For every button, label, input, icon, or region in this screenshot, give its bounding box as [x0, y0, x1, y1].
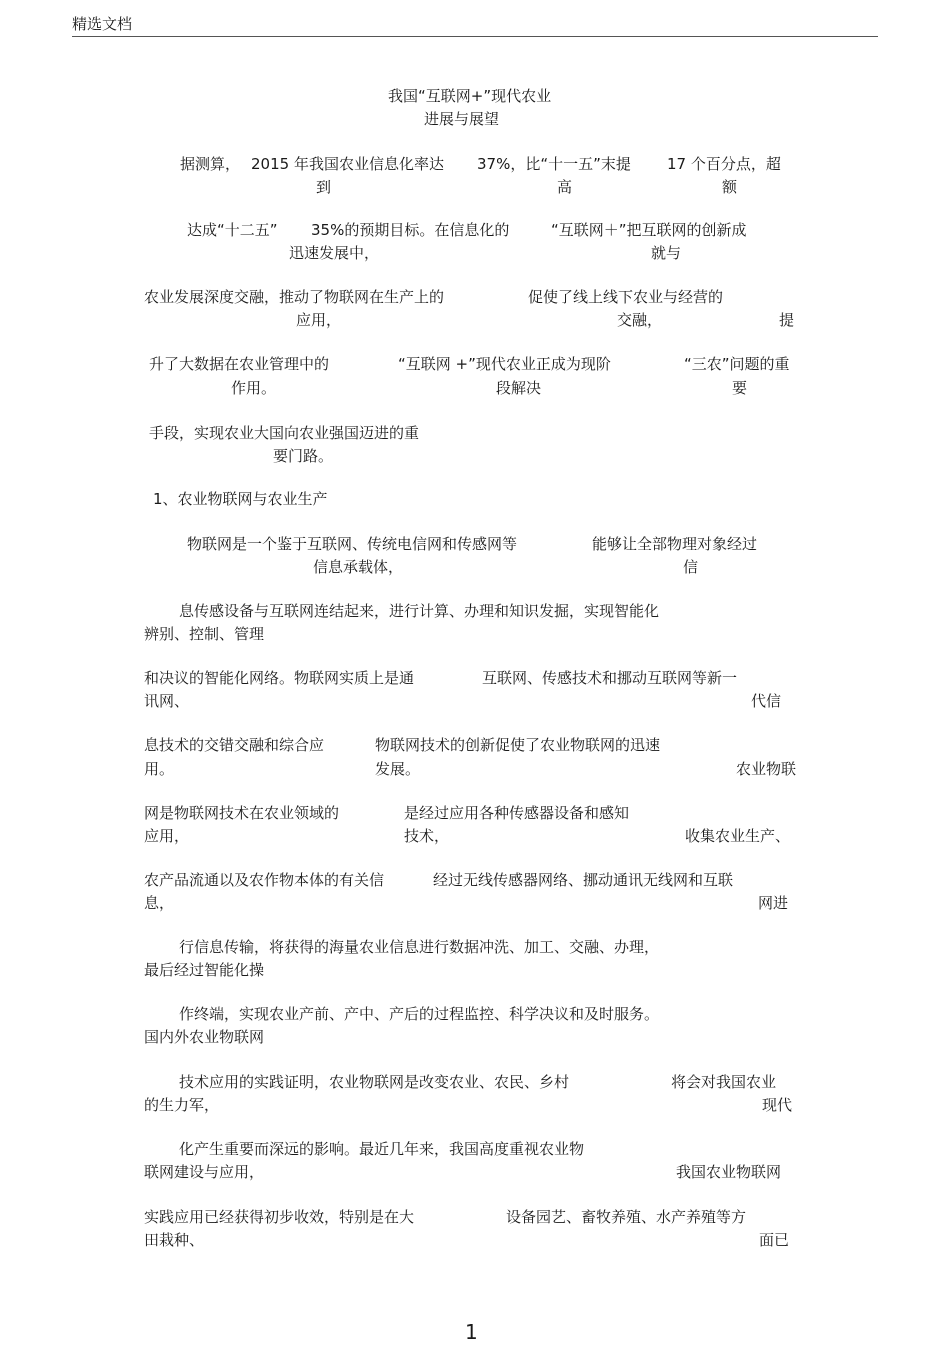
text-fragment: 农业发展深度交融，推动了物联网在生产上的 — [144, 288, 445, 306]
text-fragment: 要门路。 — [273, 447, 334, 465]
text-fragment: 技术应用的实践证明，农业物联网是改变农业、农民、乡村 — [179, 1073, 570, 1091]
text-fragment: 2015 年我国农业信息化率达 — [251, 155, 444, 173]
text-fragment: 的生力军， — [144, 1096, 220, 1114]
text-fragment: 信息承载体， — [313, 558, 404, 576]
text-fragment: 行信息传输，将获得的海量农业信息进行数据冲洗、加工、交融、办理， — [179, 938, 660, 956]
text-fragment: 讯网、 — [144, 692, 190, 710]
text-fragment: 作用。 — [231, 379, 277, 397]
text-fragment: 促使了线上线下农业与经营的 — [528, 288, 724, 306]
text-fragment: 发展。 — [375, 760, 421, 778]
text-fragment: “三农”问题的重 — [684, 355, 790, 373]
text-fragment: 技术， — [404, 827, 450, 845]
text-fragment: 手段，实现农业大国向农业强国迈进的重 — [149, 424, 420, 442]
text-fragment: 迅速发展中， — [289, 244, 380, 262]
text-fragment: 农产品流通以及农作物本体的有关信 — [144, 871, 385, 889]
text-fragment: 升了大数据在农业管理中的 — [149, 355, 330, 373]
text-fragment: 田栽种、 — [144, 1231, 205, 1249]
text-fragment: 用。 — [144, 760, 175, 778]
text-fragment: 现代 — [762, 1096, 793, 1114]
text-fragment: 代信 — [751, 692, 782, 710]
text-fragment: 国内外农业物联网 — [144, 1028, 265, 1046]
text-fragment: 农业物联 — [736, 760, 797, 778]
text-fragment: 收集农业生产、 — [685, 827, 791, 845]
text-fragment: 网进 — [758, 894, 789, 912]
text-fragment: 面已 — [759, 1231, 790, 1249]
text-fragment: 作终端，实现农业产前、产中、产后的过程监控、科学决议和及时服务。 — [179, 1005, 660, 1023]
page-number: 1 — [465, 1320, 478, 1344]
text-fragment: “互联网 +”现代农业正成为现阶 — [398, 355, 611, 373]
document-title: 我国“互联网+”现代农业 — [388, 87, 552, 105]
text-fragment: 设备园艺、畜牧养殖、水产养殖等方 — [506, 1208, 747, 1226]
text-fragment: 最后经过智能化操 — [144, 961, 265, 979]
text-fragment: 到 — [316, 178, 332, 196]
text-fragment: 联网建设与应用， — [144, 1163, 265, 1181]
text-fragment: 就与 — [651, 244, 682, 262]
text-fragment: 实践应用已经获得初步收效，特别是在大 — [144, 1208, 415, 1226]
section-heading: 1、农业物联网与农业生产 — [153, 490, 328, 508]
text-fragment: 应用， — [144, 827, 190, 845]
text-fragment: 化产生重要而深远的影响。最近几年来，我国高度重视农业物 — [179, 1140, 585, 1158]
text-fragment: 交融， — [617, 311, 663, 329]
text-fragment: 息技术的交错交融和综合应 — [144, 736, 325, 754]
header-divider — [72, 36, 878, 37]
text-fragment: 额 — [722, 178, 738, 196]
text-fragment: 达成“十二五” — [187, 221, 278, 239]
text-fragment: 据测算， — [180, 155, 241, 173]
text-fragment: 网是物联网技术在农业领域的 — [144, 804, 340, 822]
document-subtitle: 进展与展望 — [424, 110, 500, 128]
text-fragment: 高 — [557, 178, 573, 196]
text-fragment: 物联网是一个鉴于互联网、传统电信网和传感网等 — [187, 535, 518, 553]
text-fragment: 要 — [732, 379, 748, 397]
text-fragment: 经过无线传感器网络、挪动通讯无线网和互联 — [433, 871, 734, 889]
text-fragment: 提 — [779, 311, 795, 329]
text-fragment: 将会对我国农业 — [671, 1073, 777, 1091]
text-fragment: 能够让全部物理对象经过 — [592, 535, 758, 553]
text-fragment: 息， — [144, 894, 175, 912]
text-fragment: 段解决 — [496, 379, 542, 397]
text-fragment: 35%的预期目标。在信息化的 — [311, 221, 510, 239]
text-fragment: 息传感设备与互联网连结起来，进行计算、办理和知识发掘，实现智能化 — [179, 602, 660, 620]
text-fragment: 应用， — [296, 311, 342, 329]
page-header-label: 精选文档 — [72, 15, 133, 33]
text-fragment: 互联网、传感技术和挪动互联网等新一 — [482, 669, 738, 687]
text-fragment: 17 个百分点，超 — [667, 155, 781, 173]
text-fragment: 我国农业物联网 — [676, 1163, 782, 1181]
text-fragment: 是经过应用各种传感器设备和感知 — [404, 804, 630, 822]
text-fragment: 37%，比“十一五”末提 — [477, 155, 631, 173]
text-fragment: “互联网＋”把互联网的创新成 — [551, 221, 747, 239]
text-fragment: 和决议的智能化网络。物联网实质上是通 — [144, 669, 415, 687]
text-fragment: 信 — [683, 558, 699, 576]
text-fragment: 物联网技术的创新促使了农业物联网的迅速 — [375, 736, 661, 754]
text-fragment: 辨别、控制、管理 — [144, 625, 265, 643]
